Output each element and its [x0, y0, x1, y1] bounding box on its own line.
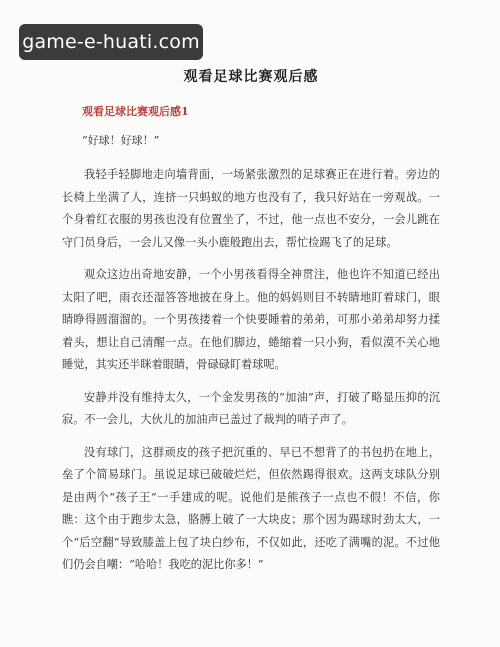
article-title: 观看足球比赛观后感	[183, 69, 319, 85]
article	[62, 66, 440, 587]
opening-quote: “好球！好球！”	[82, 134, 160, 147]
paragraph-3: 安静并没有维持太久，一个金发男孩的“加油”声，打破了略显压抑的沉寂。不一会儿，大伙儿的加油声已盖过了裁判的哨子声了。	[62, 390, 440, 426]
paragraph-4: 没有球门，这群顽皮的孩子把沉重的、早已不想背了的书包扔在地上，垒了个简易球门。虽说足球已破破烂烂，但依然踢得很欢。这两支球队分别是由两个“孩子王”一手建成的呢。说他们是熊孩子一点也不假！不信，你瞧：这个由于跑步太急，胳膊上破了一大块皮；那个因为踢球时劲太大，一个“后空翻”导致膝盖上包了块白纱布，不仅如此，还吃了满嘴的泥。不过他们仍会自嘲：“哈哈！我吃的泥比你多！”	[62, 445, 440, 571]
watermark-label: game-e-huati.com	[19, 24, 203, 60]
article-subtitle: 观看足球比赛观后感1	[82, 105, 189, 118]
paragraph-2: 观众这边出奇地安静，一个小男孩看得全神贯注，他也许不知道已经出太阳了吧，雨衣还湿答答地披在身上。他的妈妈则目不转睛地盯着球门，眼睛睁得圆溜溜的。一个男孩搂着一个快要睡着的弟弟，可那小弟弟却努力揉着头，想让自己清醒一点。在他们脚边，蜷缩着一只小狗，看似漠不关心地睡觉，其实还半眯着眼睛，骨碌碌盯着球呢。	[62, 268, 440, 371]
paragraph-1: 我轻手轻脚地走向墙背面，一场紧张激烈的足球赛正在进行着。旁边的长椅上坐满了人，连挤一只蚂蚁的地方也没有了，我只好站在一旁观战。一个身着红衣服的男孩也没有位置坐了，不过，他一点也不安分，一会儿跳在守门员身后，一会儿又像一头小鹿般跑出去，帮忙捡踢飞了的足球。	[62, 168, 440, 249]
